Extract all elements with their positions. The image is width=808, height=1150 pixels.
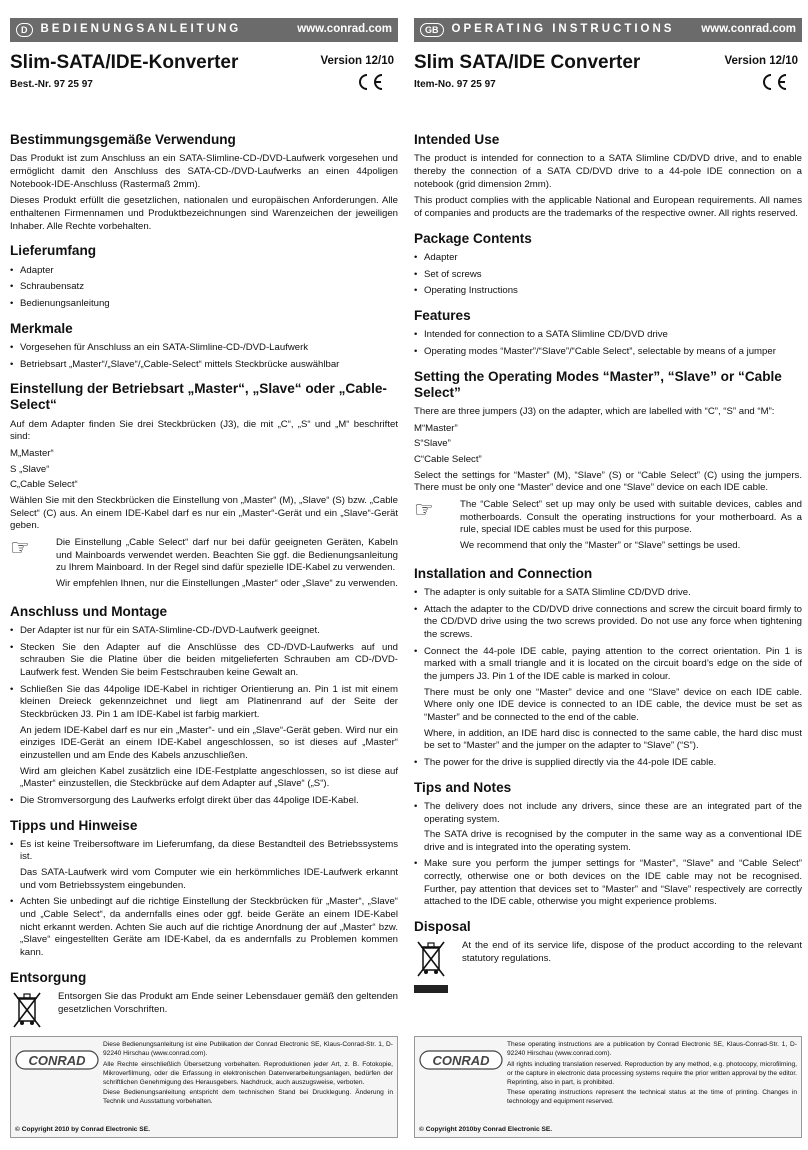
banner-title: BEDIENUNGSANLEITUNG [40,23,242,36]
banner-url[interactable]: www.conrad.com [701,23,796,36]
list-item: • Attach the adapter to the CD/DVD drive connections and screw the circuit board firmly to the CD/DVD drive using the two screws provided. Do not use any force when tightening the screws. [414,604,802,642]
conrad-logo [419,1041,507,1133]
list-item: • Make sure you perform the jumper settings for “Master”, “Slave” and “Cable Select” correctly, otherwise one or both devices on the IDE cable may not be recognised. Further, pay attention that devices set to “Master” and “Slave” respectively are correctly attached to the IDE cable, otherwise you might experience problems. [414,858,802,909]
section-heading: Setting the Operating Modes “Master”, “Slave” or “Cable Select” [414,368,782,400]
section-heading: Tips and Notes [414,779,512,795]
conrad-logo [15,1041,103,1133]
item-number: Item-No. 97 25 97 [414,78,496,90]
list-item-text: The SATA drive is recognised by the computer in the same way as a conventional IDE drive and is integrated into the operating system. [424,829,802,853]
paragraph: Auf dem Adapter finden Sie drei Steckbrücken (J3), die mit „C“, „S“ und „M“ beschriftet sind: [10,418,398,443]
product-header [10,52,398,122]
list-item [414,801,802,855]
footer-text: Diese Bedienungsanleitung entspricht dem technischen Stand bei Drucklegung. Änderung in Technik und Ausstattung vorbehalten. [103,1089,393,1106]
list-item: • Operating modes “Master”/“Slave”/“Cable Select”, selectable by means of a jumper [414,346,802,359]
banner-title: OPERATING INSTRUCTIONS [451,23,675,36]
section-intended-use [10,132,398,233]
paragraph: At the end of its service life, dispose of the product according to the relevant statutory regulations. [462,940,802,965]
note-text: We recommend that only the “Master” or “Slave” settings be used. [460,540,741,552]
paragraph: The product is intended for connection to a SATA Slimline CD/DVD drive, and to enable thereby the connection of a SATA CD/DVD drive to a 44-pole IDE connection on a notebook (grid dimension 2mm). [414,153,802,190]
list-item: • Adapter [414,252,802,265]
product-title: Slim-SATA/IDE-Konverter [10,52,239,73]
section-heading: Lieferumfang [10,243,97,259]
logo-text: CONRAD [28,1053,86,1068]
list-item-text: An jedem IDE-Kabel darf es nur ein „Master“- und ein „Slave“-Gerät geben. Wird nur ein einziges IDE-Gerät an einem IDE-Kabel angeschlossen, so ist dieses auf „Master“ einzustellen und am Ende des Kabels anzuschließen. [20,724,398,761]
list-item: • Stecken Sie den Adapter auf die Anschlüsse des CD-/DVD-Laufwerks auf und schrauben Sie die Platine über die beiden mitgelieferten Schrauben am CD-/DVD-Laufwerk fest. Wenden Sie beim Festschrauben keine Gewalt an. [10,642,398,680]
copyright: © Copyright 2010by Conrad Electronic SE. [419,1126,553,1134]
section-package-contents [10,243,398,310]
list-item-text: • Schließen Sie das 44polige IDE-Kabel in richtiger Orientierung an. Pin 1 ist mit einem kleinen Dreieck gekennzeichnet und liegt am Platinenrand auf der Seite der Steckbrücken J3. Pin 1 am IDE-Kabel ist farbig markiert. [20,683,398,720]
note-text: Wir empfehlen Ihnen, nur die Einstellungen „Master“ oder „Slave“ zu verwenden. [56,578,398,589]
mode-cable-select: C„Cable Select“ [10,479,78,491]
footer-text: All rights including translation reserved. Reproduction by any method, e.g. photocopy, microfilming, or the capture in electronic data processing systems require the prior written approval by the editor. Reprinting, also in part, is prohibited. [507,1060,797,1086]
footer-text: These operating instructions represent the technical status at the time of printing. Changes in technology and equipment reserved. [507,1089,797,1106]
product-header [414,52,802,122]
publisher-footer [10,1036,398,1138]
list-item: • Die Stromversorgung des Laufwerks erfolgt direkt über das 44polige IDE-Kabel. [10,795,398,808]
section-heading: Disposal [414,919,471,935]
section-operating-modes [414,369,802,556]
mode-master: M„Master“ [10,448,54,460]
section-installation [414,566,802,770]
paragraph: Das Produkt ist zum Anschluss an ein SATA-Slimline-CD-/DVD-Laufwerk vorgesehen und ermöglicht damit den Anschluss des SATA-CD-/DVD-Laufwerks an einen 44poligen Notebook-IDE-Anschluss (Rastermaß 2mm). [10,153,398,190]
list-item [10,839,398,893]
section-heading: Features [414,307,471,323]
note-box [414,499,802,556]
footer-text: Alle Rechte einschließlich Übersetzung vorbehalten. Reproduktionen jeder Art, z. B. Fotokopie, Mikroverfilmung, oder die Erfassung in elektronischen Datenverarbeitungsanlagen, bedürfen der schriftlichen Genehmigung des Herausgebers. Nachdruck, auch auszugsweise, verboten. [103,1060,393,1086]
section-installation [10,604,398,808]
pointing-hand-icon: ☞ [414,497,434,523]
item-number: Best.-Nr. 97 25 97 [10,78,93,90]
logo-text: CONRAD [432,1053,490,1068]
section-tips [10,818,398,960]
section-heading: Merkmale [10,320,73,336]
pointing-hand-icon: ☞ [10,535,30,561]
paragraph: This product complies with the applicable National and European requirements. All names of companies and products are the trademarks of the respective owner. All rights reserved. [414,195,802,219]
list-item-text: There must be only one “Master” device and one “Slave” device on each IDE cable. Where only one IDE device is connected to an IDE cable, the device must be set as “Master” and be connected to the end of the cable. [424,686,802,723]
list-item: • The adapter is only suitable for a SATA Slimline CD/DVD drive. [414,587,802,600]
language-code: D [16,23,33,37]
section-intended-use [414,132,802,221]
list-item: • Bedienungsanleitung [10,298,398,311]
language-code: GB [420,23,444,37]
paragraph: Wählen Sie mit den Steckbrücken die Einstellung von „Master“ (M), „Slave“ (S) bzw. „Cable Select“ (C) aus. An einem IDE-Kabel darf es nur ein „Master“-Gerät und ein „Slave“-Gerät geben. [10,495,398,532]
ce-mark-icon [758,72,790,92]
note-text: The “Cable Select” set up may only be used with suitable devices, cables and motherboards. Consult the operating instructions for your motherboard. As a rule, special IDE cables must be used for this purpose. [460,499,802,536]
list-item: • Schraubensatz [10,281,398,294]
list-item: • Achten Sie unbedingt auf die richtige Einstellung der Steckbrücken für „Master“, „Slave“ und „Cable Select“, da andernfalls eines oder ggf. beide Geräte an einem IDE-Kabel nicht erkannt werden. Achten Sie auch auf die richtige Anordnung der auf „Master“ bzw. „Slave“ eingestellten Geräte am IDE-Kabel, da es andernfalls zu Problemen kommen kann. [10,896,398,959]
list-item-text: • Connect the 44-pole IDE cable, paying attention to the correct orientation. Pin 1 is marked with a small triangle and it is located on the circuit board’s edge on the side of the jumpers J3. Pin 1 of the IDE cable is marked in colour. [424,645,802,682]
list-item [414,646,802,753]
list-item: • Intended for connection to a SATA Slimline CD/DVD drive [414,329,802,342]
list-item-text: Wird am gleichen Kabel zusätzlich eine IDE-Festplatte angeschlossen, so ist diese auf „Master“ einzustellen, die Steckbrücke auf dem Adapter auf „Slave“ („S“). [20,765,398,790]
list-item-text: Das SATA-Laufwerk wird vom Computer wie ein herkömmliches IDE-Laufwerk erkannt und vom Betriebssystem eingebunden. [20,867,398,891]
list-item-text: Where, in addition, an IDE hard disc is connected to the same cable, the hard disc must be set to “Master” and the jumper on the adapter to “Slave” (“S”). [424,727,802,752]
mode-slave: S „Slave“ [10,463,50,475]
english-column [414,18,802,1136]
language-banner [414,18,802,42]
section-heading: Tipps und Hinweise [10,817,138,833]
version-label: Version 12/10 [320,55,394,67]
list-item [10,684,398,791]
paragraph: Select the settings for “Master” (M), “Slave” (S) or “Cable Select” (C) using the jumpers. There must be only one “Master” device and one “Slave” device on each IDE cable. [414,469,802,494]
german-column [10,18,398,1136]
note-text: Die Einstellung „Cable Select“ darf nur bei dafür geeigneten Geräten, Kabeln und Mainboards verwendet werden. Beachten Sie ggf. die Bedienungsanleitung zu Ihrem Mainboard. In der Regel sind dafür spezielle IDE-Kabel zu verwenden. [56,537,398,574]
mode-master: M“Master” [414,422,458,434]
section-heading: Package Contents [414,230,532,246]
section-disposal [414,919,802,993]
section-tips [414,780,802,910]
section-features [414,308,802,359]
list-item: • Operating Instructions [414,285,802,298]
banner-url[interactable]: www.conrad.com [297,23,392,36]
section-heading: Einstellung der Betriebsart „Master“, „Slave“ oder „Cable-Select“ [10,381,387,413]
section-disposal [10,970,398,1044]
language-banner [10,18,398,42]
weee-bin-icon [414,940,452,993]
list-item-text: • The delivery does not include any drivers, since these are an integrated part of the operating system. [424,800,802,825]
section-heading: Bestimmungsgemäße Verwendung [10,132,236,147]
ce-mark-icon [354,72,386,92]
section-heading: Intended Use [414,132,500,147]
list-item: • Vorgesehen für Anschluss an ein SATA-Slimline-CD-/DVD-Laufwerk [10,342,398,355]
mode-cable-select: C“Cable Select” [414,454,482,466]
paragraph: There are three jumpers (J3) on the adapter, which are labelled with “C”, “S” and “M”: [414,406,775,418]
mode-slave: S“Slave” [414,438,451,450]
section-operating-modes [10,381,398,594]
list-item: • The power for the drive is supplied directly via the 44-pole IDE cable. [414,757,802,770]
section-heading: Anschluss und Montage [10,603,168,619]
list-item: • Set of screws [414,269,802,282]
product-title: Slim SATA/IDE Converter [414,52,641,73]
version-label: Version 12/10 [724,55,798,67]
publisher-footer [414,1036,802,1138]
section-heading: Installation and Connection [414,565,593,581]
section-package-contents [414,231,802,298]
note-box [10,537,398,594]
list-item: • Der Adapter ist nur für ein SATA-Slimline-CD-/DVD-Laufwerk geeignet. [10,625,398,638]
list-item: • Adapter [10,265,398,278]
footer-text: Diese Bedienungsanleitung ist eine Publikation der Conrad Electronic SE, Klaus-Conrad-Str. 1, D-92240 Hirschau (www.conrad.com). [103,1041,393,1057]
copyright: © Copyright 2010 by Conrad Electronic SE. [15,1126,150,1134]
paragraph: Entsorgen Sie das Produkt am Ende seiner Lebensdauer gemäß den geltenden gesetzlichen Vorschriften. [58,991,398,1015]
section-features [10,321,398,372]
section-heading: Entsorgung [10,969,87,985]
list-item-text: • Es ist keine Treibersoftware im Lieferumfang, da diese Bestandteil des Betriebssystems ist. [20,838,398,863]
list-item: • Betriebsart „Master“/„Slave“/„Cable-Select“ mittels Steckbrücke auswählbar [10,359,398,372]
footer-text: These operating instructions are a publication by Conrad Electronic SE, Klaus-Conrad-Str. 1, D-92240 Hirschau (www.conrad.com). [507,1041,797,1057]
paragraph: Dieses Produkt erfüllt die gesetzlichen, nationalen und europäischen Anforderungen. Alle enthaltenen Firmennamen und Produktbezeichnungen sind Warenzeichen der jeweiligen Inhaber. Alle Rechte vorbehalten. [10,195,398,232]
